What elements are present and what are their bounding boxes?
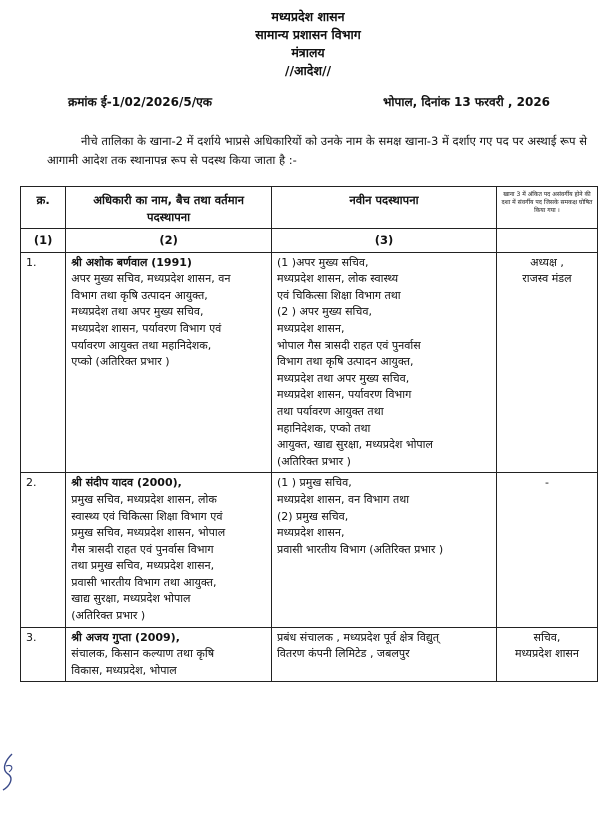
officer-cell bbox=[66, 252, 272, 473]
equivalent-post-line: अध्यक्ष , bbox=[530, 255, 564, 269]
new-posting-line: (1 ) प्रमुख सचिव, bbox=[276, 476, 352, 490]
equivalent-post-line: सचिव, bbox=[533, 630, 561, 644]
equivalent-post-line: मध्यप्रदेश शासन bbox=[514, 647, 579, 661]
new-posting-line: मध्यप्रदेश शासन, bbox=[276, 321, 345, 335]
document-header bbox=[0, 8, 616, 80]
equivalent-post-cell bbox=[496, 627, 597, 682]
new-posting-line: (1 )अपर मुख्य सचिव, bbox=[276, 255, 369, 269]
new-posting-line: मध्यप्रदेश शासन, लोक स्वास्थ्य bbox=[276, 272, 399, 286]
new-posting-line: मध्यप्रदेश शासन, वन विभाग तथा bbox=[276, 492, 410, 506]
new-posting-line: तथा पर्यावरण आयुक्त तथा bbox=[276, 404, 384, 418]
posting-table bbox=[20, 186, 598, 682]
current-posting-line: विभाग तथा कृषि उत्पादन आयुक्त, bbox=[71, 288, 208, 302]
new-posting-line: मध्यप्रदेश शासन, पर्यावरण विभाग bbox=[276, 388, 412, 402]
govt-name: मध्यप्रदेश शासन bbox=[271, 9, 345, 24]
current-posting-line: मध्यप्रदेश तथा अपर मुख्य सचिव, bbox=[71, 305, 204, 319]
new-posting-line: (2 ) अपर मुख्य सचिव, bbox=[276, 305, 372, 319]
table-row bbox=[21, 627, 598, 682]
new-posting-line: वितरण कंपनी लिमिटेड , जबलपुर bbox=[276, 647, 410, 661]
current-posting-line: एप्को (अतिरिक्त प्रभार ) bbox=[71, 355, 170, 369]
equivalent-post-line: राजस्व मंडल bbox=[522, 272, 572, 286]
equivalent-post-cell bbox=[496, 252, 597, 473]
table-body bbox=[21, 252, 598, 682]
current-posting-line: स्वास्थ्य एवं चिकित्सा शिक्षा विभाग एवं bbox=[71, 509, 223, 523]
current-posting-line: गैस त्रासदी राहत एवं पुनर्वास विभाग bbox=[71, 542, 214, 556]
current-posting-line: प्रवासी भारतीय विभाग तथा आयुक्त, bbox=[71, 575, 217, 589]
officer-cell bbox=[66, 627, 272, 682]
serial-number: 2. bbox=[21, 473, 66, 627]
header-serial: क्र. bbox=[21, 187, 66, 229]
equivalent-post-cell bbox=[496, 473, 597, 627]
header-officer: अधिकारी का नाम, बैच तथा वर्तमान पदस्थापना bbox=[66, 187, 272, 229]
new-posting-line: मध्यप्रदेश तथा अपर मुख्य सचिव, bbox=[276, 371, 410, 385]
column-number-1: (1) bbox=[21, 229, 66, 253]
serial-number: 1. bbox=[21, 252, 66, 473]
department-name: सामान्य प्रशासन विभाग bbox=[255, 27, 361, 42]
current-posting-line: तथा प्रमुख सचिव, मध्यप्रदेश शासन, bbox=[71, 559, 215, 573]
current-posting-line: पर्यावरण आयुक्त तथा महानिदेशक, bbox=[71, 338, 212, 352]
new-posting-line: महानिदेशक, एप्को तथा bbox=[276, 421, 371, 435]
new-posting-line: मध्यप्रदेश शासन, bbox=[276, 526, 345, 540]
new-posting-cell bbox=[271, 252, 496, 473]
signature-mark bbox=[0, 752, 18, 792]
new-posting-line: प्रबंध संचालक , मध्यप्रदेश पूर्व क्षेत्र विद्युत् bbox=[276, 630, 440, 644]
new-posting-line: भोपाल गैस त्रासदी राहत एवं पुनर्वास bbox=[276, 338, 421, 352]
new-posting-line: आयुक्त, खाद्य सुरक्षा, मध्यप्रदेश भोपाल bbox=[276, 438, 433, 452]
current-posting-line: अपर मुख्य सचिव, मध्यप्रदेश शासन, वन bbox=[71, 272, 231, 286]
ministry-name: मंत्रालय bbox=[291, 45, 325, 60]
current-posting-line: विकास, मध्यप्रदेश, भोपाल bbox=[71, 663, 177, 677]
new-posting-line: (2) प्रमुख सचिव, bbox=[276, 509, 349, 523]
officer-name: श्री संदीप यादव (2000), bbox=[71, 476, 182, 490]
current-posting-line: खाद्य सुरक्षा, मध्यप्रदेश भोपाल bbox=[71, 592, 191, 606]
current-posting-line: मध्यप्रदेश शासन, पर्यावरण विभाग एवं bbox=[71, 321, 222, 335]
current-posting-line: प्रमुख सचिव, मध्यप्रदेश शासन, भोपाल bbox=[71, 526, 226, 540]
header-new-posting: नवीन पदस्थापना bbox=[271, 187, 496, 229]
table-row bbox=[21, 252, 598, 473]
current-posting-line: संचालक, किसान कल्याण तथा कृषि bbox=[71, 647, 215, 661]
table-header-row bbox=[21, 187, 598, 229]
new-posting-line: एवं चिकित्सा शिक्षा विभाग तथा bbox=[276, 288, 401, 302]
column-number-row bbox=[21, 229, 598, 253]
intro-paragraph: नीचे तालिका के खाना-2 में दर्शाये भाप्रसे अधिकारियों को उनके नाम के समक्ष खाना-3 में दर्शाए गए पद पर अस्थाई रूप से आगामी आदेश तक स्थानापन्न रूप से पदस्थ किया जाता है :- bbox=[47, 134, 587, 167]
table-row bbox=[21, 473, 598, 627]
equivalent-post-line: - bbox=[544, 476, 549, 490]
order-title: //आदेश// bbox=[284, 63, 332, 78]
column-number-3: (3) bbox=[271, 229, 496, 253]
current-posting-line: प्रमुख सचिव, मध्यप्रदेश शासन, लोक bbox=[71, 492, 217, 506]
officer-cell bbox=[66, 473, 272, 627]
officer-name: श्री अजय गुप्ता (2009), bbox=[71, 630, 180, 644]
header-equivalent-post: खाना 3 में अंकित पद असंवर्गीय होने की दशा में संवर्गीय पद जिसके समकक्ष घोषित किया गया । bbox=[496, 187, 597, 229]
order-place-date: भोपाल, दिनांक 13 फरवरी , 2026 bbox=[383, 95, 551, 109]
officer-name: श्री अशोक बर्णवाल (1991) bbox=[71, 255, 192, 269]
column-number-2: (2) bbox=[66, 229, 272, 253]
new-posting-line: विभाग तथा कृषि उत्पादन आयुक्त, bbox=[276, 355, 414, 369]
new-posting-cell bbox=[271, 473, 496, 627]
new-posting-line: (अतिरिक्त प्रभार ) bbox=[276, 454, 351, 468]
new-posting-cell bbox=[271, 627, 496, 682]
current-posting-line: (अतिरिक्त प्रभार ) bbox=[71, 609, 146, 623]
serial-number: 3. bbox=[21, 627, 66, 682]
order-reference: क्रमांक ई-1/02/2026/5/एक bbox=[68, 95, 212, 109]
new-posting-line: प्रवासी भारतीय विभाग (अतिरिक्त प्रभार ) bbox=[276, 542, 444, 556]
column-number-4 bbox=[496, 229, 597, 253]
